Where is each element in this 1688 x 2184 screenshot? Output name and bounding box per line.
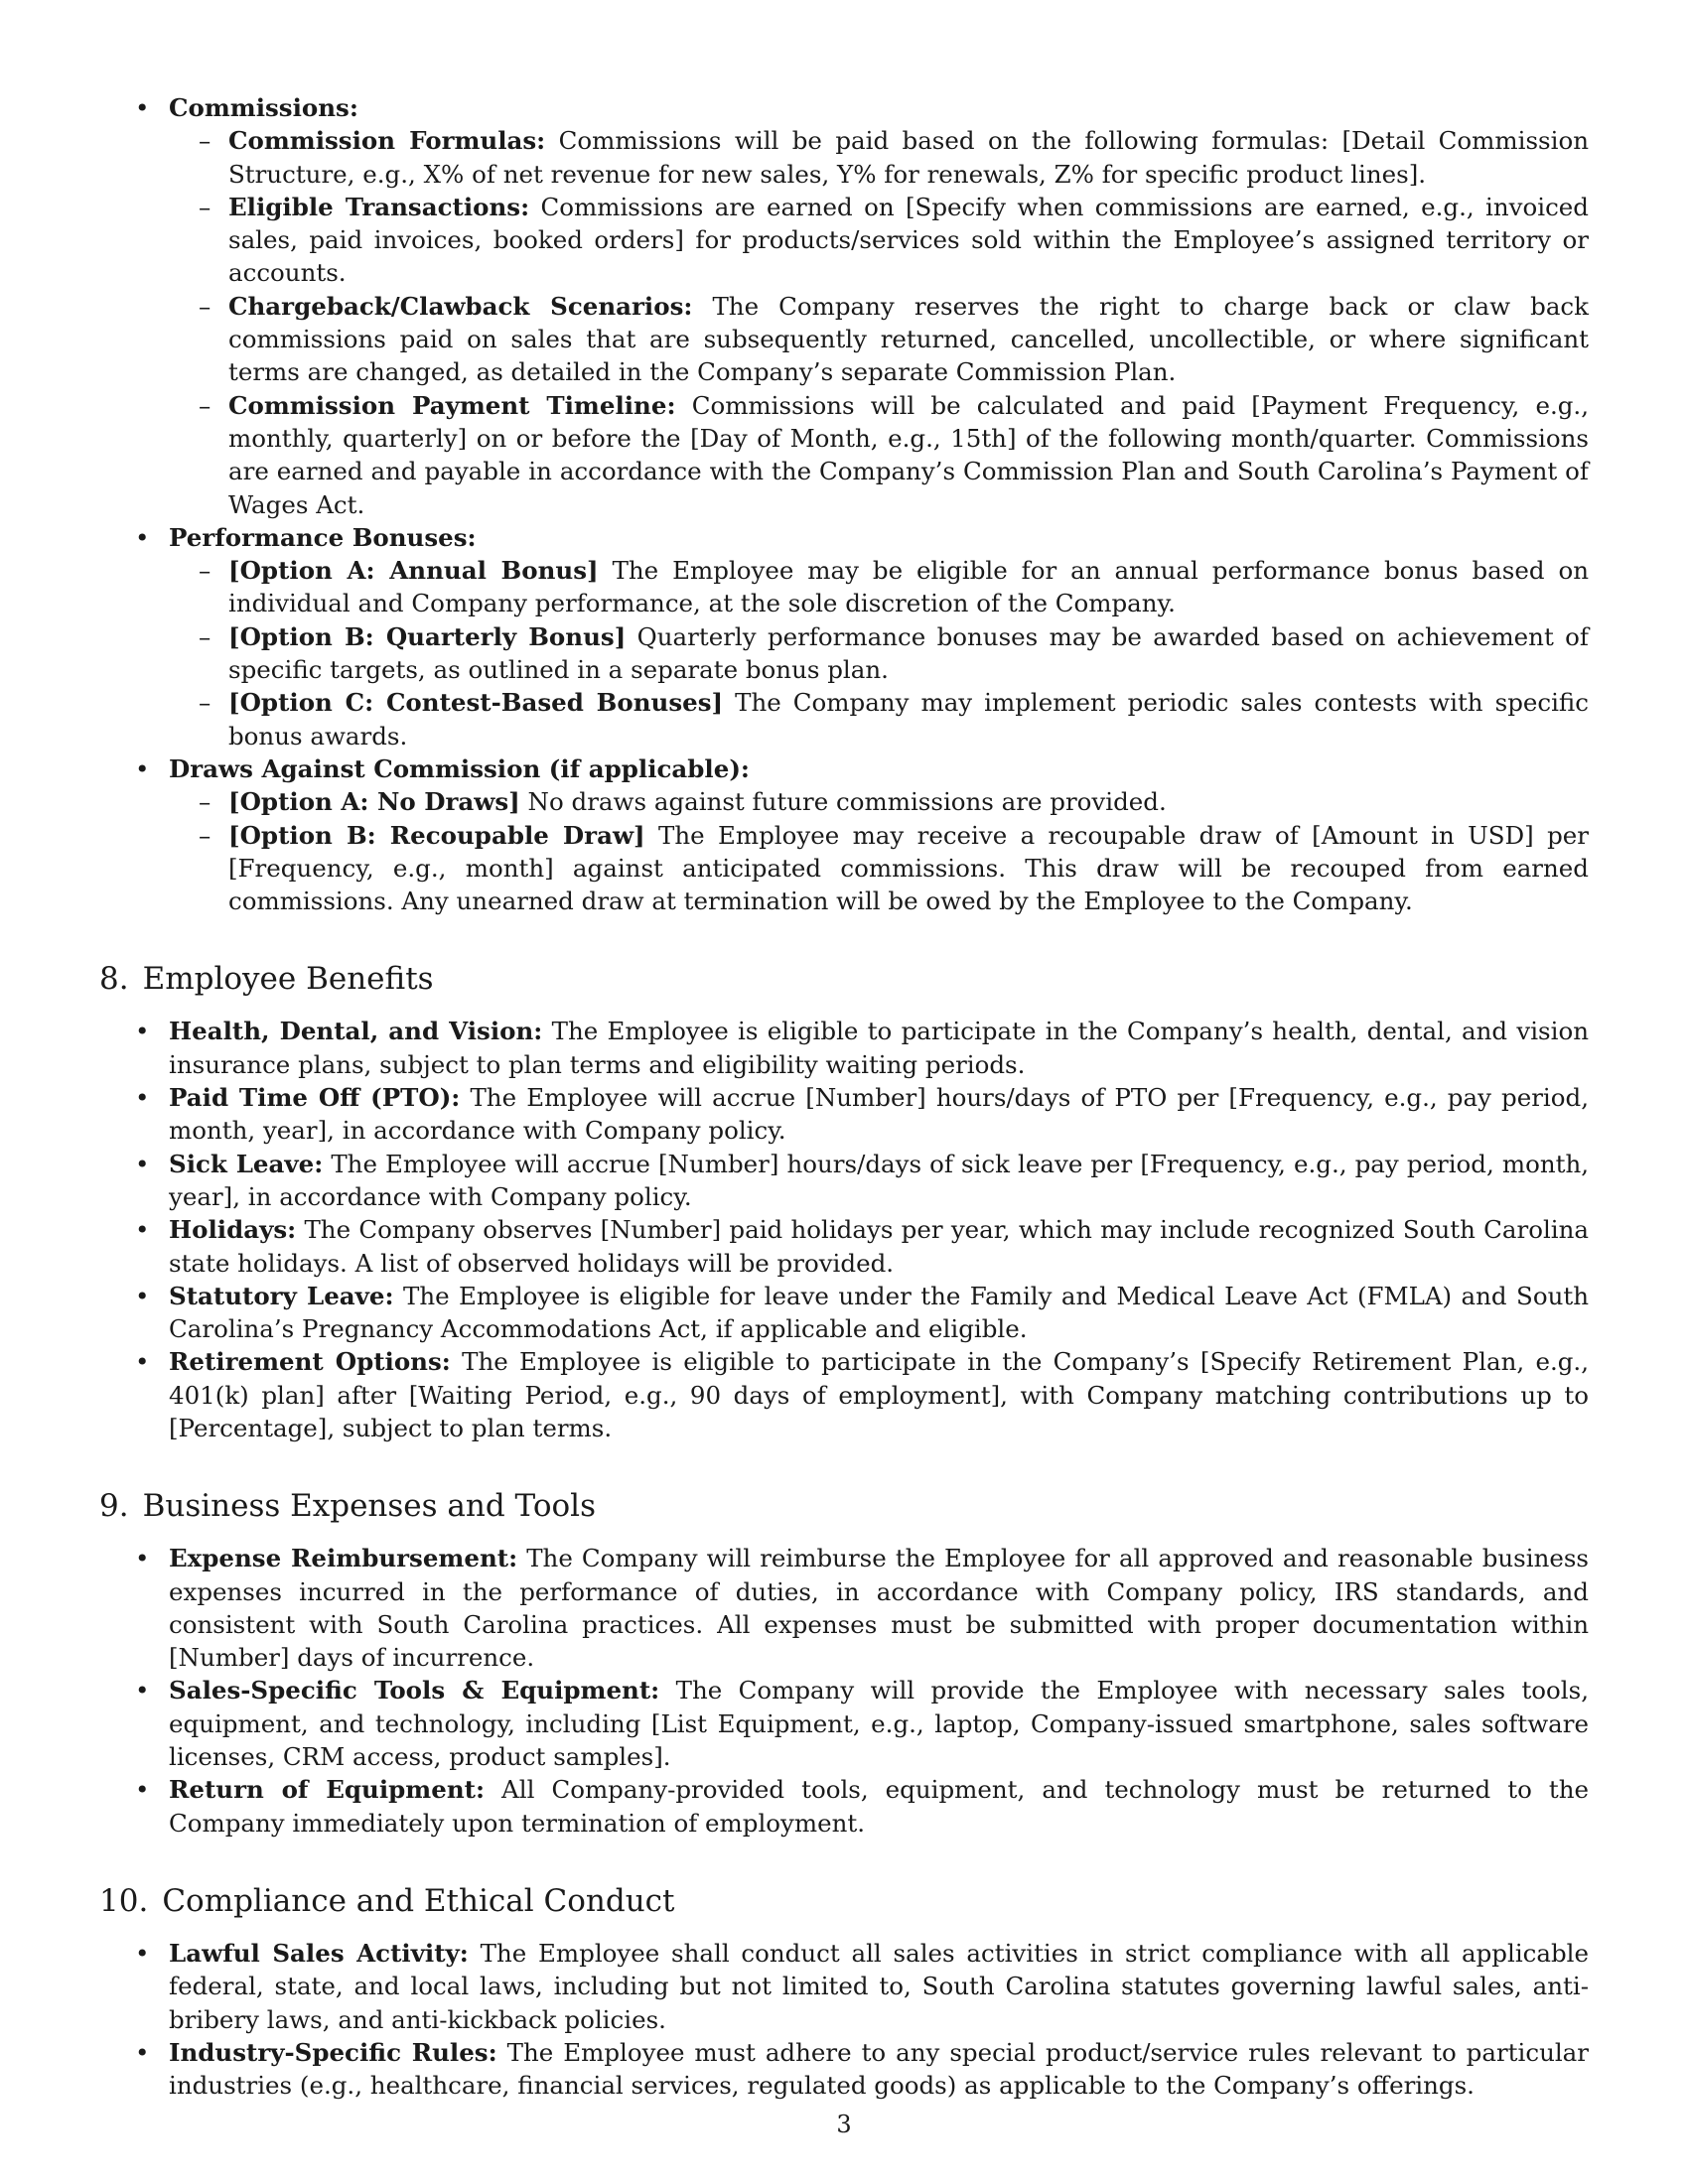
section-number: 10. — [99, 1882, 149, 1919]
item-text: The Company observes [Number] paid holidays per year, which may include recognized South Carolina state holidays. A list of observed holidays will be provided. — [169, 1215, 1589, 1278]
sublist-text: The Company reserves the right to charge back or claw back commissions paid on sales that are subsequently returned, cancelled, uncollectible, or where significant terms are changed, as detailed in the Company’s separate Commission Plan. — [228, 291, 1590, 387]
item-text: The Employee will accrue [Number] hours/days of PTO per [Frequency, e.g., pay period, month, year], in accordance with Company policy. — [169, 1083, 1589, 1146]
list-item — [99, 1015, 1589, 1081]
section-heading — [99, 959, 1589, 999]
page-number: 3 — [836, 2111, 852, 2138]
item-label: Paid Time Off (PTO): — [169, 1083, 461, 1113]
list-item — [99, 1213, 1589, 1280]
sublist-label: [Option B: Quarterly Bonus] — [228, 621, 627, 651]
item-text: The Employee must adhere to any special product/service rules relevant to particular industries (e.g., healthcare, financial services, regulated goods) as applicable to the Company’s offerings. — [169, 2037, 1590, 2101]
item-label: Retirement Options: — [169, 1347, 451, 1377]
item-label: Lawful Sales Activity: — [169, 1938, 469, 1968]
item-text: The Employee is eligible to participate in the Company’s health, dental, and vision insurance plans, subject to plan terms and eligibility waiting periods. — [169, 1017, 1589, 1079]
item-text: The Employee is eligible for leave under the Family and Medical Leave Act (FMLA) and South Carolina’s Pregnancy Accommodations Act, if applicable and eligible. — [169, 1281, 1589, 1344]
compliance-list — [99, 1937, 1589, 2102]
list-item-draws — [99, 752, 1589, 917]
list-item — [99, 1542, 1589, 1674]
sublist-text: No draws against future commissions are provided. — [527, 787, 1167, 817]
sublist-item — [169, 124, 1589, 191]
item-label: Statutory Leave: — [169, 1281, 394, 1310]
sublist-label: [Option A: Annual Bonus] — [228, 556, 599, 586]
list-item — [99, 2036, 1589, 2103]
section-employee-benefits — [99, 959, 1589, 1444]
benefits-list — [99, 1015, 1589, 1444]
item-text: The Employee is eligible to participate in the Company’s [Specify Retirement Plan, e.g., 401(k) plan] after [Waiting Period, e.g., 90 days of employment], with Company matching contributions up to [Percentage], subject to plan terms. — [169, 1347, 1589, 1442]
list-item — [99, 1773, 1589, 1840]
sublist-draws — [169, 785, 1589, 917]
sublist-item — [169, 389, 1589, 521]
sublist-text: Quarterly performance bonuses may be awarded based on achievement of specific targets, as outlined in a separate bonus plan. — [228, 621, 1589, 685]
item-label: Performance Bonuses: — [169, 522, 477, 552]
sublist-label: Chargeback/Clawback Scenarios: — [228, 291, 693, 321]
sublist-label: [Option B: Recoupable Draw] — [228, 820, 645, 850]
item-label: Sick Leave: — [169, 1149, 324, 1178]
item-text: The Employee will accrue [Number] hours/days of sick leave per [Frequency, e.g., pay period, month, year], in accordance with Company policy. — [169, 1149, 1590, 1211]
sublist-label: [Option C: Contest-Based Bonuses] — [228, 688, 724, 718]
item-text: The Company will reimburse the Employee for all approved and reasonable business expenses incurred in the performance of duties, in accordance with Company policy, IRS standards, and consistent with South Carolina practices. All expenses must be submitted with proper documentation within [Number] days of incurrence. — [169, 1544, 1589, 1673]
compensation-list — [99, 91, 1589, 917]
item-label: Industry-Specific Rules: — [169, 2037, 497, 2067]
sublist-item — [169, 620, 1589, 687]
item-label: Commissions: — [169, 93, 358, 122]
item-label: Return of Equipment: — [169, 1775, 485, 1805]
item-text: All Company-provided tools, equipment, and technology must be returned to the Company immediately upon termination of employment. — [169, 1775, 1589, 1838]
item-text: The Employee shall conduct all sales activities in strict compliance with all applicable federal, state, and local laws, including but not limited to, South Carolina statutes governing lawful sales, anti-bribery laws, and anti-kickback policies. — [169, 1938, 1590, 2034]
sublist-text: The Employee may be eligible for an annual performance bonus based on individual and Company performance, at the sole discretion of the Company. — [228, 556, 1589, 618]
item-label: Expense Reimbursement: — [169, 1544, 518, 1573]
sublist-item — [169, 191, 1589, 290]
item-label: Sales-Specific Tools & Equipment: — [169, 1676, 660, 1706]
item-label: Draws Against Commission (if applicable): — [169, 753, 750, 783]
list-item-performance-bonuses — [99, 521, 1589, 752]
sublist-label: Eligible Transactions: — [228, 192, 530, 221]
list-item — [99, 1280, 1589, 1346]
sublist-item — [169, 819, 1589, 918]
list-item — [99, 1937, 1589, 2036]
section-heading — [99, 1881, 1589, 1921]
section-compliance — [99, 1881, 1589, 2102]
sublist-text: Commissions will be calculated and paid [Payment Frequency, e.g., monthly, quarterly] on or before the [Day of Month, e.g., 15th] of the following month/quarter. Commissions are earned and payable in accordance with the Company’s Commission Plan and South Carolina’s Payment of Wages Act. — [228, 390, 1589, 519]
list-item — [99, 1345, 1589, 1444]
sublist-label: Commission Payment Timeline: — [228, 390, 676, 420]
sublist-item — [169, 686, 1589, 752]
list-item — [99, 1081, 1589, 1148]
item-label: Health, Dental, and Vision: — [169, 1017, 543, 1046]
sublist-item — [169, 554, 1589, 620]
section-business-expenses — [99, 1486, 1589, 1840]
sublist-text: The Employee may receive a recoupable draw of [Amount in USD] per [Frequency, e.g., month] against anticipated commissions. This draw will be recouped from earned commissions. Any unearned draw at termination will be owed by the Employee to the Company. — [228, 820, 1589, 916]
item-label: Holidays: — [169, 1215, 297, 1245]
list-item — [99, 1148, 1589, 1214]
section-title: Business Expenses and Tools — [142, 1488, 596, 1525]
sublist-commissions — [169, 124, 1589, 521]
section-heading — [99, 1486, 1589, 1526]
section-title: Employee Benefits — [142, 961, 434, 998]
sublist-label: Commission Formulas: — [228, 126, 546, 156]
list-item — [99, 1674, 1589, 1773]
document-page — [99, 91, 1589, 2102]
sublist-item — [169, 785, 1589, 818]
sublist-text: The Company may implement periodic sales contests with specific bonus awards. — [228, 688, 1589, 751]
section-number: 8. — [99, 961, 129, 998]
sublist-label: [Option A: No Draws] — [228, 787, 520, 817]
sublist-item — [169, 290, 1589, 389]
expenses-list — [99, 1542, 1589, 1840]
sublist-bonuses — [169, 554, 1589, 752]
item-text: The Company will provide the Employee with necessary sales tools, equipment, and technology, including [List Equipment, e.g., laptop, Company-issued smartphone, sales software licenses, CRM access, product samples]. — [169, 1676, 1590, 1772]
section-title: Compliance and Ethical Conduct — [162, 1882, 675, 1919]
sublist-text: Commissions will be paid based on the following formulas: [Detail Commission Structure, e.g., X% of net revenue for new sales, Y% for renewals, Z% for specific product lines]. — [228, 126, 1589, 189]
sublist-text: Commissions are earned on [Specify when commissions are earned, e.g., invoiced sales, paid invoices, booked orders] for products/services sold within the Employee’s assigned territory or accounts. — [228, 192, 1589, 288]
list-item-commissions — [99, 91, 1589, 521]
section-number: 9. — [99, 1488, 129, 1525]
